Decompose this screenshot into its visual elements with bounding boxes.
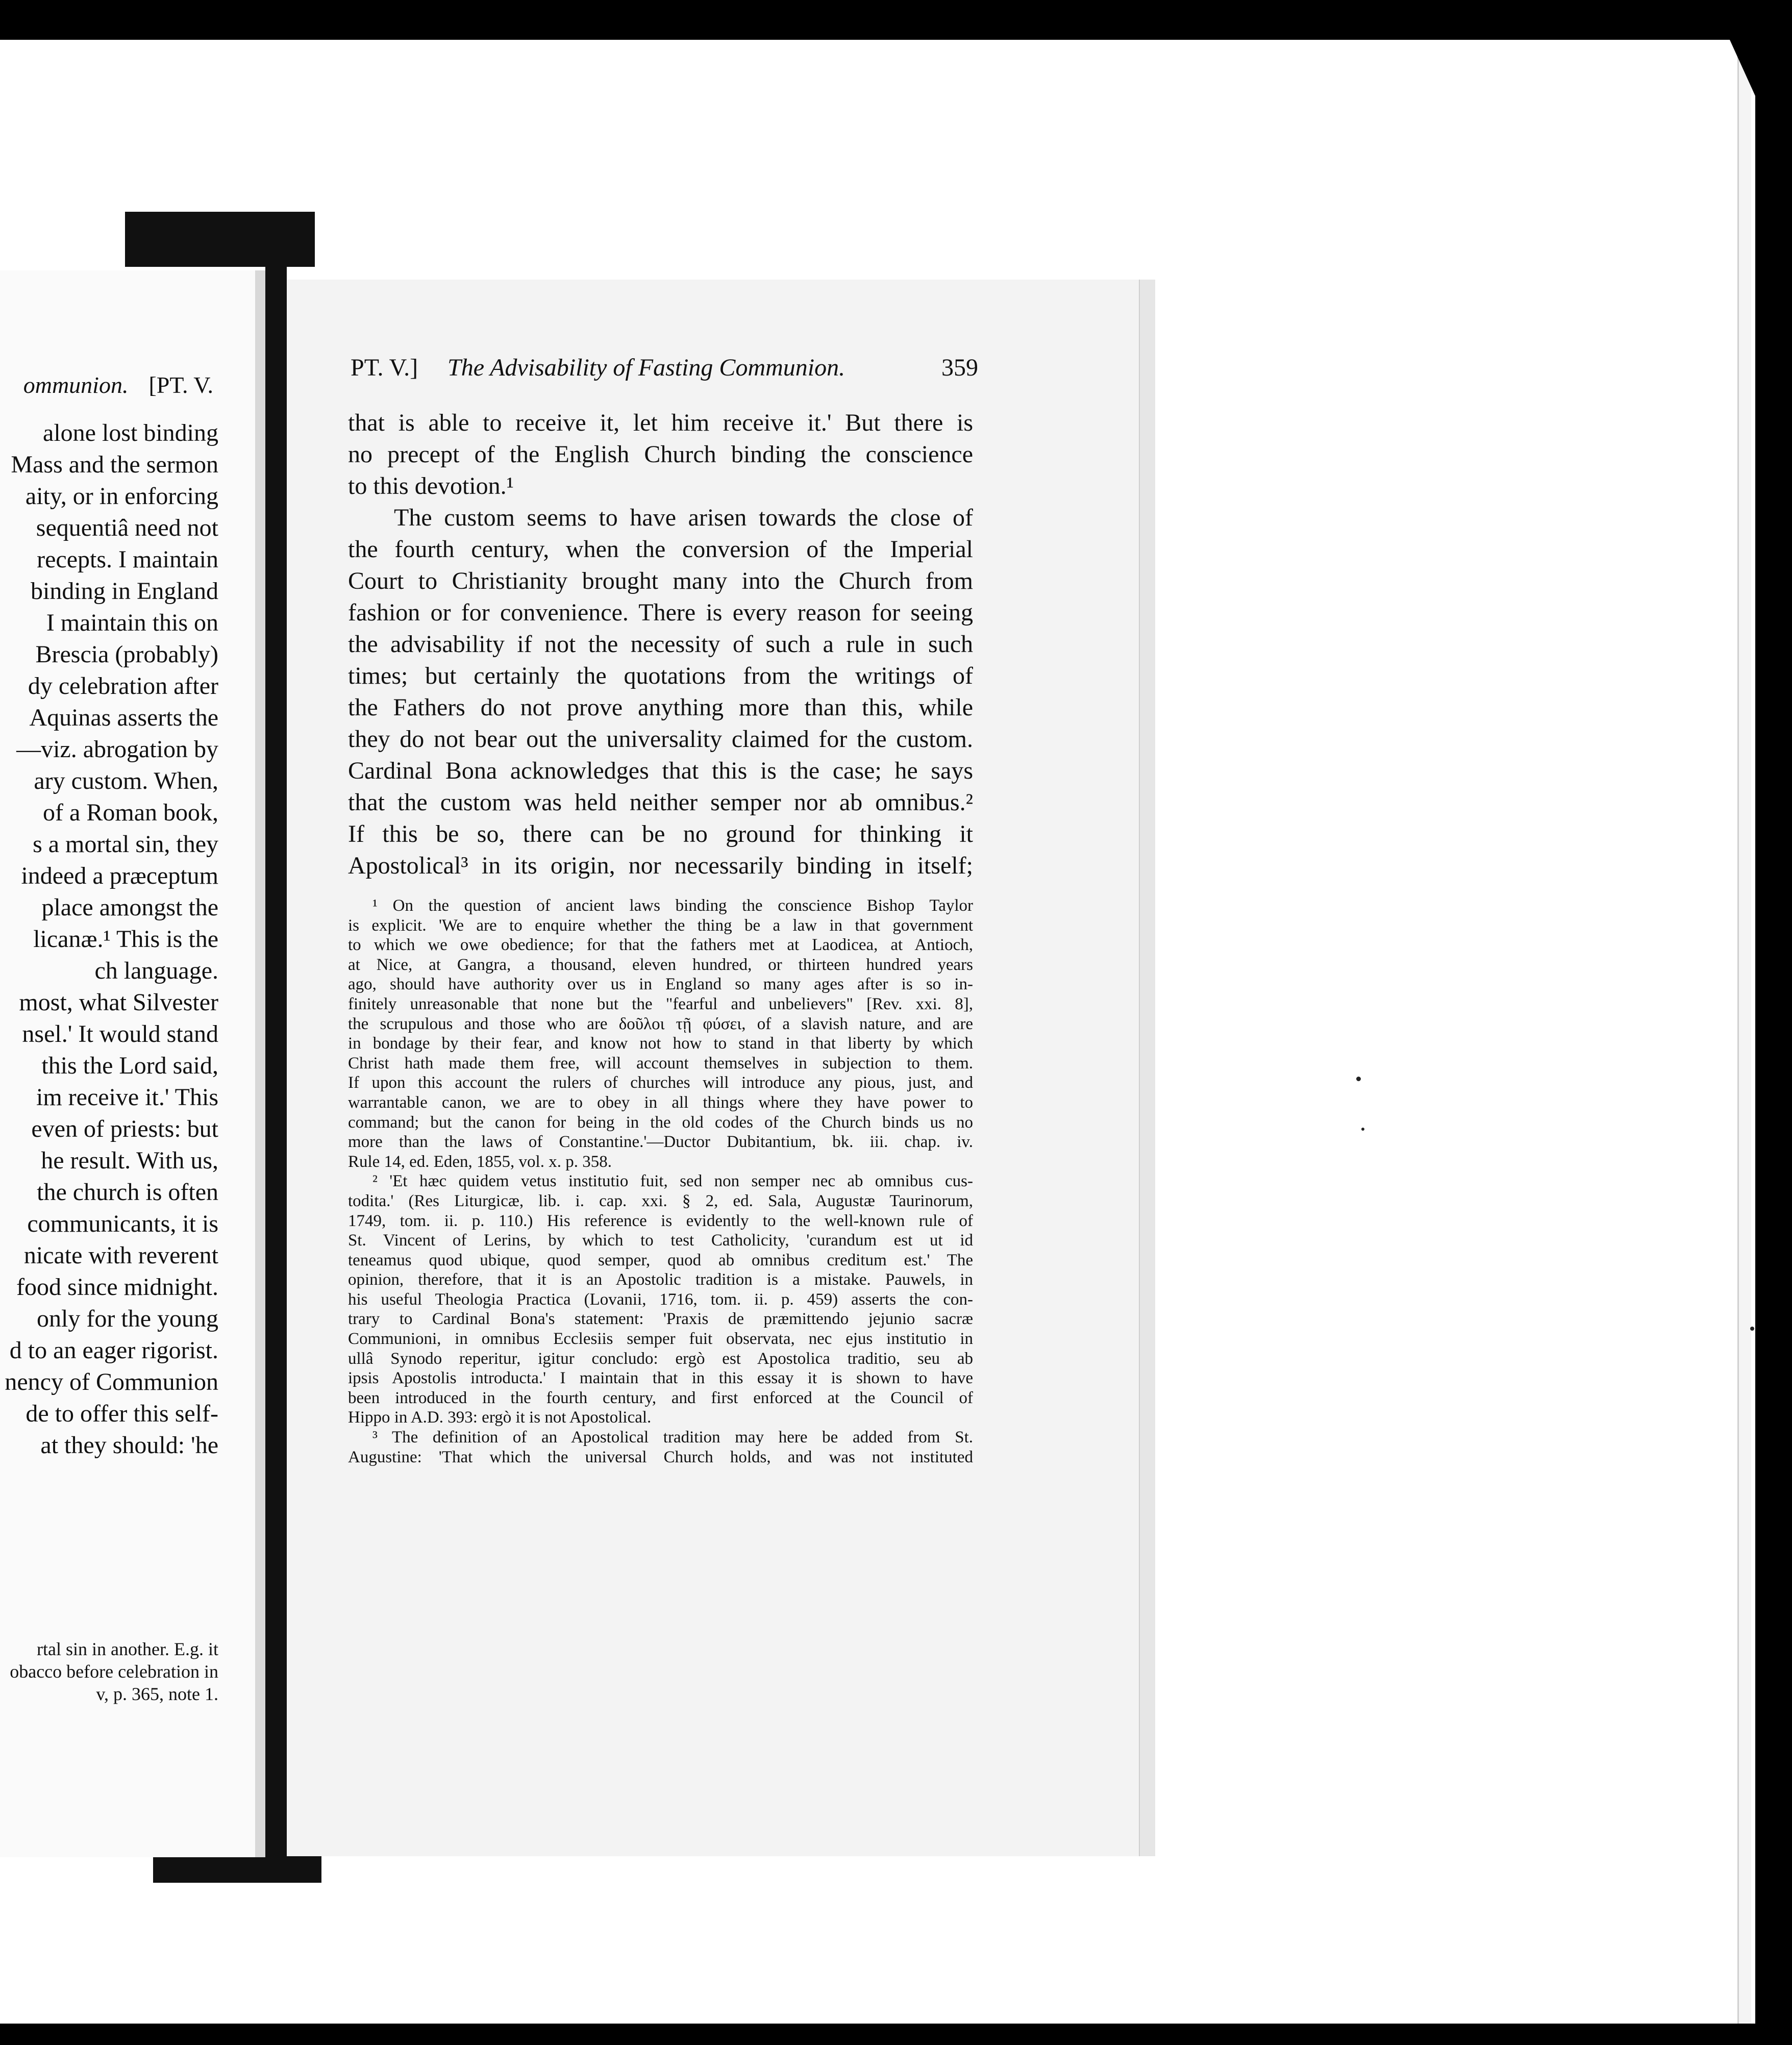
left-text-line: Mass and the sermon: [11, 451, 218, 478]
left-text-line: im receive it.' This: [36, 1084, 218, 1111]
footnote-line: ² 'Et hæc quidem vetus institutio fuit, sed non semper nec ab omnibus cus-: [372, 1172, 973, 1191]
footnote-line: opinion, therefore, that it is an Apostolic tradition is a mistake. Pauwels, in: [348, 1270, 973, 1289]
left-text-line: Brescia (probably): [35, 641, 218, 668]
left-text-line: alone lost binding: [43, 419, 218, 446]
footnote-line: ullâ Synodo reperitur, igitur concludo: ergò est Apostolica traditio, seu ab: [348, 1349, 973, 1368]
left-text-line: most, what Silvester: [19, 989, 218, 1016]
left-text-line: Aquinas asserts the: [29, 704, 218, 731]
left-footnote-line: obacco before celebration in: [10, 1661, 218, 1682]
left-text-line: nsel.' It would stand: [22, 1020, 218, 1048]
footnote-line: more than the laws of Constantine.'—Ductor Dubitantium, bk. iii. chap. iv.: [348, 1133, 973, 1152]
footnote-line: ¹ On the question of ancient laws binding the conscience Bishop Taylor: [372, 896, 973, 915]
left-text-line: nicate with reverent: [23, 1242, 218, 1269]
footnote-line: trary to Cardinal Bona's statement: 'Praxis de præmittendo jejunio sacræ: [348, 1310, 973, 1329]
left-text-line: d to an eager rigorist.: [9, 1337, 218, 1364]
speck-mark: [1750, 1327, 1754, 1331]
body-line: they do not bear out the universality claimed for the custom.: [348, 726, 973, 753]
body-line: The custom seems to have arisen towards the close of: [394, 504, 973, 531]
left-text-line: licanæ.¹ This is the: [33, 926, 218, 953]
body-line: that is able to receive it, let him receive it.' But there is: [348, 409, 973, 436]
page-number: 359: [941, 354, 978, 381]
footnote-line: the scrupulous and those who are δοῦλοι τῇ φύσει, of a slavish nature, and are: [348, 1014, 973, 1033]
left-text-line: sequentiâ need not: [36, 514, 218, 541]
book-spine: [265, 263, 287, 1865]
body-line: to this devotion.¹: [348, 472, 514, 500]
body-line: Court to Christianity brought many into the Church from: [348, 567, 973, 594]
footnote-line: ³ The definition of an Apostolical tradition may here be added from St.: [372, 1428, 973, 1447]
footnote-line: to which we owe obedience; for that the fathers met at Laodicea, at Antioch,: [348, 936, 973, 955]
left-text-line: ch language.: [94, 957, 218, 984]
left-text-line: only for the young: [37, 1305, 218, 1332]
body-line: Cardinal Bona acknowledges that this is the case; he says: [348, 757, 973, 784]
footnote-line: his useful Theologia Practica (Lovanii, 1716, tom. ii. p. 459) asserts the con-: [348, 1290, 973, 1309]
body-line: Apostolical³ in its origin, nor necessarily binding in itself;: [348, 852, 973, 879]
sheet-corner: [1730, 40, 1755, 96]
speck-mark: [1361, 1128, 1364, 1131]
left-running-title: ommunion.: [23, 372, 129, 398]
speck-mark: [1356, 1077, 1361, 1081]
body-text: [348, 407, 973, 882]
footnote-line: St. Vincent of Lerins, by which to test Catholicity, 'curandum est ut id: [348, 1231, 973, 1250]
sheet-right-edge: [1737, 40, 1751, 2024]
footnote-line: Augustine: 'That which the universal Church holds, and was not instituted: [348, 1448, 973, 1466]
footnote-line: command; but the canon for being in the old codes of the Church binds us no: [348, 1113, 973, 1132]
left-text-line: aity, or in enforcing: [25, 483, 218, 510]
left-text-line: recepts. I maintain: [37, 546, 218, 573]
left-running-head: [23, 371, 213, 398]
body-line: fashion or for convenience. There is every reason for seeing: [348, 599, 973, 626]
left-text-line: de to offer this self-: [26, 1400, 218, 1427]
binding-tab-top: [125, 212, 315, 267]
left-text-line: s a mortal sin, they: [33, 831, 218, 858]
left-text-line: nency of Communion: [5, 1368, 218, 1395]
left-text-line: dy celebration after: [28, 672, 218, 700]
footnote-line: Communioni, in omnibus Ecclesiis semper fuit observata, nec ejus institutio in: [348, 1330, 973, 1349]
footnote-line: in bondage by their fear, and know not how to stand in that liberty by which: [348, 1034, 973, 1053]
footnote-line: 1749, tom. ii. p. 110.) His reference is evidently to the well-known rule of: [348, 1211, 973, 1230]
running-head: [351, 354, 978, 385]
body-line: the advisability if not the necessity of such a rule in such: [348, 631, 973, 658]
left-text-line: food since midnight.: [16, 1274, 218, 1301]
left-text-line: even of priests: but: [31, 1115, 218, 1142]
footnote-line: Christ hath made them free, will account themselves in subjection to them.: [348, 1054, 973, 1073]
left-footnote-line: v, p. 365, note 1.: [96, 1684, 218, 1704]
footnote-line: ago, should have authority over us in England so many ages after is so in-: [348, 975, 973, 994]
left-footnotes: [0, 1638, 218, 1705]
left-text-line: communicants, it is: [27, 1210, 218, 1237]
right-page: [287, 280, 1145, 1856]
footnote-line: If upon this account the rulers of churches will introduce any pious, just, and: [348, 1074, 973, 1092]
left-footnote-line: rtal sin in another. E.g. it: [37, 1639, 218, 1659]
left-text-line: he result. With us,: [41, 1147, 218, 1174]
footnote-line: is explicit. 'We are to enquire whether the thing be a law in that government: [348, 916, 973, 935]
left-text-line: I maintain this on: [46, 609, 218, 636]
left-text-line: indeed a præceptum: [21, 862, 218, 889]
footnote-line: ipsis Apostolis introducta.' I maintain that in this essay it is shown to have: [348, 1369, 973, 1388]
left-text-line: at they should: 'he: [40, 1432, 218, 1459]
body-line: the Fathers do not prove anything more than this, while: [348, 694, 973, 721]
left-text-line: binding in England: [31, 578, 218, 605]
left-text-line: ary custom. When,: [34, 767, 218, 794]
footnote-line: finitely unreasonable that none but the "fearful and unbelievers" [Rev. xxi. 8],: [348, 994, 973, 1013]
footnote-line: Hippo in A.D. 393: ergò it is not Apostolical.: [348, 1408, 652, 1427]
body-line: no precept of the English Church binding the conscience: [348, 441, 973, 468]
left-text-line: this the Lord said,: [41, 1052, 218, 1079]
running-head-part: PT. V.]: [351, 354, 418, 381]
gutter: [255, 270, 265, 1857]
left-text-line: of a Roman book,: [43, 799, 218, 826]
body-line: that the custom was held neither semper nor ab omnibus.²: [348, 789, 973, 816]
body-line: If this be so, there can be no ground for thinking it: [348, 820, 973, 847]
left-page: [0, 270, 259, 1857]
footnote-line: at Nice, at Gangra, a thousand, eleven hundred, or thirteen hundred years: [348, 955, 973, 974]
running-head-title: The Advisability of Fasting Communion.: [447, 354, 845, 381]
footnote-line: Rule 14, ed. Eden, 1855, vol. x. p. 358.: [348, 1152, 612, 1171]
footnote-line: been introduced in the fourth century, and first enforced at the Council of: [348, 1388, 973, 1407]
left-body-text: [0, 417, 218, 1461]
footnote-line: teneamus quod ubique, quod semper, quod ab omnibus creditum est.' The: [348, 1251, 973, 1269]
left-text-line: place amongst the: [41, 894, 218, 921]
left-running-part: [PT. V.: [148, 372, 213, 398]
body-line: times; but certainly the quotations from the writings of: [348, 662, 973, 689]
left-text-line: —viz. abrogation by: [16, 736, 218, 763]
footnote-line: warrantable canon, we are to obey in all things where they have power to: [348, 1093, 973, 1112]
right-page-edge: [1139, 280, 1155, 1856]
body-line: the fourth century, when the conversion of the Imperial: [348, 536, 973, 563]
left-text-line: the church is often: [37, 1179, 218, 1206]
footnote-line: todita.' (Res Liturgicæ, lib. i. cap. xxi. § 2, ed. Sala, Augustæ Taurinorum,: [348, 1191, 973, 1210]
footnotes: [348, 896, 973, 1467]
